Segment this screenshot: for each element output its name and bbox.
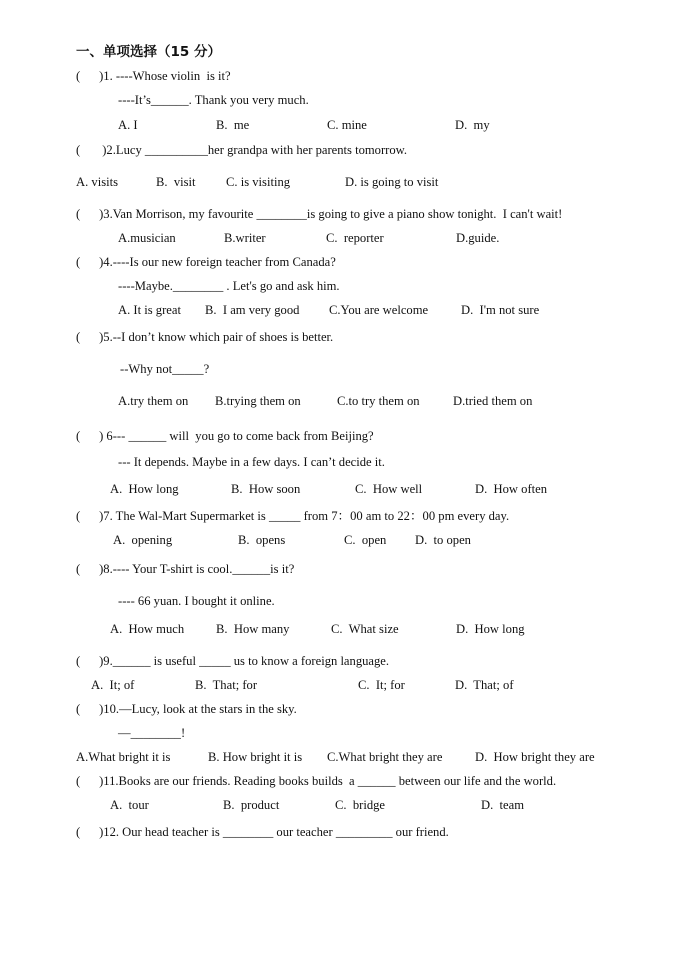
question-11-option-d: D. team — [481, 798, 525, 812]
question-3-option-b: B.writer — [224, 231, 266, 245]
question-2-option-a: A. visits — [76, 175, 118, 189]
question-7-option-b: B. opens — [238, 533, 286, 547]
question-10-stem: ( )10.—Lucy, look at the stars in the sky. — [76, 702, 297, 716]
question-7-option-a: A. opening — [113, 533, 173, 547]
question-1-stem: ( )1. ----Whose violin is it? — [76, 69, 231, 83]
question-10-option-d: D. How bright they are — [475, 750, 595, 764]
question-4-option-d: D. I'm not sure — [461, 303, 540, 317]
question-10-option-a: A.What bright it is — [76, 750, 171, 764]
question-6-option-c: C. How well — [355, 482, 423, 496]
question-9-option-b: B. That; for — [195, 678, 258, 692]
question-11-option-b: B. product — [223, 798, 280, 812]
question-8-option-d: D. How long — [456, 622, 525, 636]
question-11-option-a: A. tour — [110, 798, 149, 812]
question-10-option-b: B. How bright it is — [208, 750, 303, 764]
question-9-option-a: A. It; of — [91, 678, 135, 692]
question-5-line2: --Why not_____? — [120, 362, 210, 376]
question-3-stem: ( )3.Van Morrison, my favourite ________is going to give a piano show tonight. I can't wait! — [76, 207, 563, 221]
question-4-option-c: C.You are welcome — [329, 303, 429, 317]
question-5-option-c: C.to try them on — [337, 394, 420, 408]
question-5-option-b: B.trying them on — [215, 394, 301, 408]
question-3-option-a: A.musician — [118, 231, 176, 245]
question-7-option-d: D. to open — [415, 533, 471, 547]
question-10-line2: —________! — [118, 726, 186, 740]
question-2-stem: ( )2.Lucy __________her grandpa with her parents tomorrow. — [76, 143, 408, 157]
question-8-option-c: C. What size — [331, 622, 399, 636]
question-6-option-a: A. How long — [110, 482, 179, 496]
question-12-stem: ( )12. Our head teacher is ________ our teacher _________ our friend. — [76, 825, 449, 839]
section-title: 一、单项选择（15 分） — [76, 44, 221, 60]
question-2-option-b: B. visit — [156, 175, 196, 189]
question-7-option-c: C. open — [344, 533, 387, 547]
question-9-option-c: C. It; for — [358, 678, 405, 692]
question-8-option-b: B. How many — [216, 622, 290, 636]
question-6-stem: ( ) 6--- ______ will you go to come back from Beijing? — [76, 429, 374, 443]
question-5-stem: ( )5.--I don’t know which pair of shoes is better. — [76, 330, 334, 344]
question-1-option-d: D. my — [455, 118, 490, 132]
question-7-stem: ( )7. The Wal-Mart Supermarket is _____ from 7：00 am to 22：00 pm every day. — [76, 509, 510, 523]
question-3-option-c: C. reporter — [326, 231, 384, 245]
question-3-option-d: D.guide. — [456, 231, 500, 245]
question-4-option-b: B. I am very good — [205, 303, 300, 317]
question-8-option-a: A. How much — [110, 622, 185, 636]
question-9-stem: ( )9.______ is useful _____ us to know a foreign language. — [76, 654, 390, 668]
question-2-option-d: D. is going to visit — [345, 175, 439, 189]
question-4-option-a: A. It is great — [118, 303, 181, 317]
question-8-line2: ---- 66 yuan. I bought it online. — [118, 594, 275, 608]
question-6-line2: --- It depends. Maybe in a few days. I can’t decide it. — [118, 455, 385, 469]
question-4-stem: ( )4.----Is our new foreign teacher from Canada? — [76, 255, 336, 269]
question-1-option-b: B. me — [216, 118, 250, 132]
question-5-option-a: A.try them on — [118, 394, 189, 408]
question-6-option-d: D. How often — [475, 482, 548, 496]
question-11-option-c: C. bridge — [335, 798, 386, 812]
question-8-stem: ( )8.---- Your T-shirt is cool.______is it? — [76, 562, 295, 576]
question-11-stem: ( )11.Books are our friends. Reading books builds a ______ between our life and the world. — [76, 774, 557, 788]
question-5-option-d: D.tried them on — [453, 394, 533, 408]
question-1-option-a: A. I — [118, 118, 138, 132]
question-1-option-c: C. mine — [327, 118, 367, 132]
question-9-option-d: D. That; of — [455, 678, 514, 692]
question-4-line2: ----Maybe.________ . Let's go and ask him. — [118, 279, 340, 293]
question-2-option-c: C. is visiting — [226, 175, 291, 189]
question-10-option-c: C.What bright they are — [327, 750, 443, 764]
question-6-option-b: B. How soon — [231, 482, 301, 496]
question-1-line2: ----It’s______. Thank you very much. — [118, 93, 309, 107]
